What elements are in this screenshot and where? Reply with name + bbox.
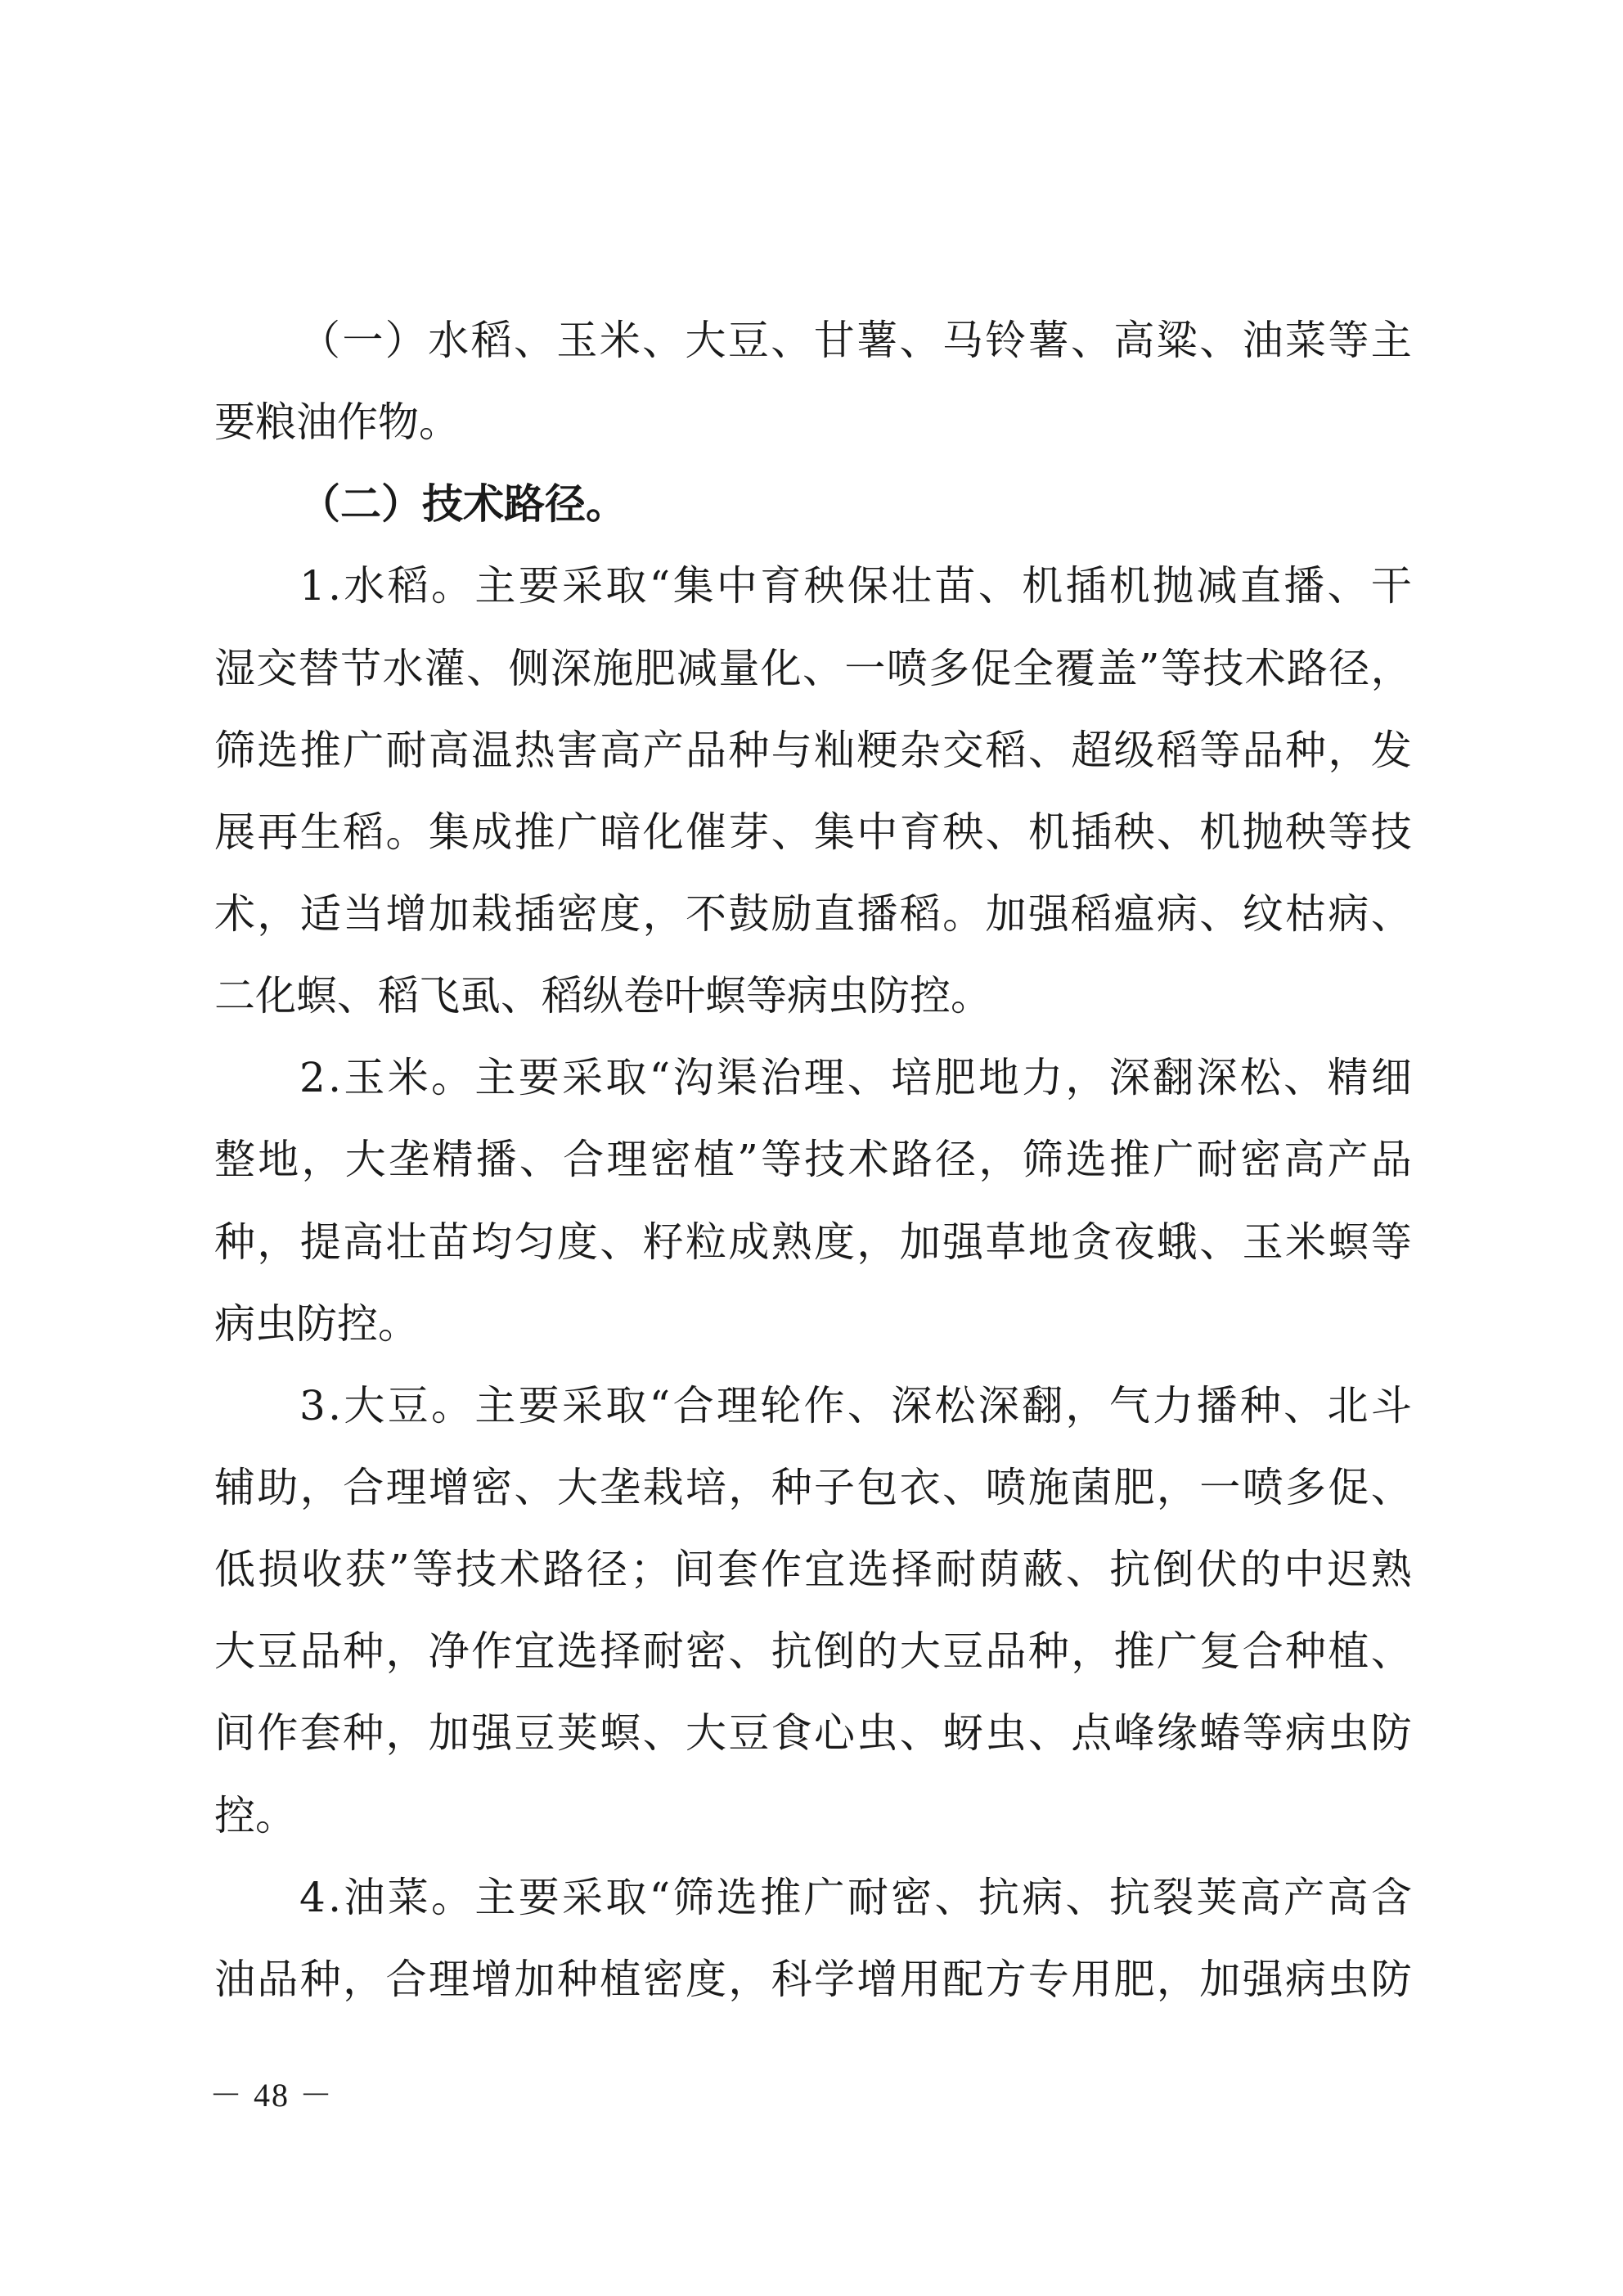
paragraph-rapeseed-line-1: 4 . 油 菜 。 主 要 采 取 “ 筛 选 推 广 耐 密 、 抗 病 、 抗 裂 荚 高 产 高 含 [299, 1873, 1412, 1921]
paragraph-soybean-line-4: 大 豆 品 种 ， 净 作 宜 选 择 耐 密 、 抗 倒 的 大 豆 品 种 ， 推 广 复 合 种 植 、 [214, 1627, 1412, 1676]
paragraph-soybean-line-1: 3 . 大 豆 。 主 要 采 取 “ 合 理 轮 作 、 深 松 深 翻 ， 气 力 播 种 、 北 斗 [299, 1381, 1412, 1429]
paragraph-corn-line-1: 2 . 玉 米 。 主 要 采 取 “ 沟 渠 治 理 、 培 肥 地 力 ， 深 翻 深 松 、 精 细 [299, 1054, 1412, 1102]
paragraph-soybean-line-6: 控。 [214, 1791, 296, 1839]
paragraph-rice-line-6: 二化螟、稻飞虱、稻纵卷叶螟等病虫防控。 [214, 972, 991, 1020]
paragraph-rice-line-2: 湿 交 替 节 水 灌 、 侧 深 施 肥 减 量 化 、 一 喷 多 促 全 覆 盖 ” 等 技 术 路 径 ， [214, 644, 1412, 692]
paragraph-scope-line-1: （ 一 ） 水 稻 、 玉 米 、 大 豆 、 甘 薯 、 马 铃 薯 、 高 粱 、 油 菜 等 主 [299, 317, 1412, 364]
paragraph-scope-line-2: 要粮油作物。 [214, 398, 460, 447]
paragraph-corn-line-4: 病虫防控。 [214, 1299, 419, 1348]
paragraph-soybean-line-2: 辅 助 ， 合 理 增 密 、 大 垄 栽 培 ， 种 子 包 衣 、 喷 施 菌 肥 ， 一 喷 多 促 、 [214, 1463, 1412, 1511]
paragraph-soybean-line-5: 间 作 套 种 ， 加 强 豆 荚 螟 、 大 豆 食 心 虫 、 蚜 虫 、 点 峰 缘 蝽 等 病 虫 防 [214, 1709, 1412, 1758]
paragraph-corn-line-2: 整 地 ， 大 垄 精 播 、 合 理 密 植 ” 等 技 术 路 径 ， 筛 选 推 广 耐 密 高 产 品 [214, 1136, 1412, 1184]
paragraph-rice-line-3: 筛 选 推 广 耐 高 温 热 害 高 产 品 种 与 籼 粳 杂 交 稻 、 超 级 稻 等 品 种 ， 发 [214, 726, 1412, 774]
paragraph-rice-line-1: 1 . 水 稻 。 主 要 采 取 “ 集 中 育 秧 保 壮 苗 、 机 插 机 抛 减 直 播 、 干 [299, 562, 1412, 610]
page-number: － 48 － [209, 2077, 334, 2114]
paragraph-corn-line-3: 种 ， 提 高 壮 苗 均 匀 度 、 籽 粒 成 熟 度 ， 加 强 草 地 贪 夜 蛾 、 玉 米 螟 等 [214, 1218, 1412, 1266]
paragraph-rice-line-4: 展 再 生 稻 。 集 成 推 广 暗 化 催 芽 、 集 中 育 秧 、 机 插 秧 、 机 抛 秧 等 技 [214, 808, 1412, 856]
section-heading-tech-path: （二）技术路径。 [299, 479, 627, 529]
paragraph-rapeseed-line-2: 油 品 种 ， 合 理 增 加 种 植 密 度 ， 科 学 增 用 配 方 专 用 肥 ， 加 强 病 虫 防 [214, 1955, 1412, 2003]
paragraph-soybean-line-3: 低 损 收 获 ” 等 技 术 路 径 ； 间 套 作 宜 选 择 耐 荫 蔽 、 抗 倒 伏 的 中 迟 熟 [214, 1546, 1412, 1594]
paragraph-rice-line-5: 术 ， 适 当 增 加 栽 插 密 度 ， 不 鼓 励 直 播 稻 。 加 强 稻 瘟 病 、 纹 枯 病 、 [214, 889, 1412, 938]
document-body [214, 299, 1412, 2020]
